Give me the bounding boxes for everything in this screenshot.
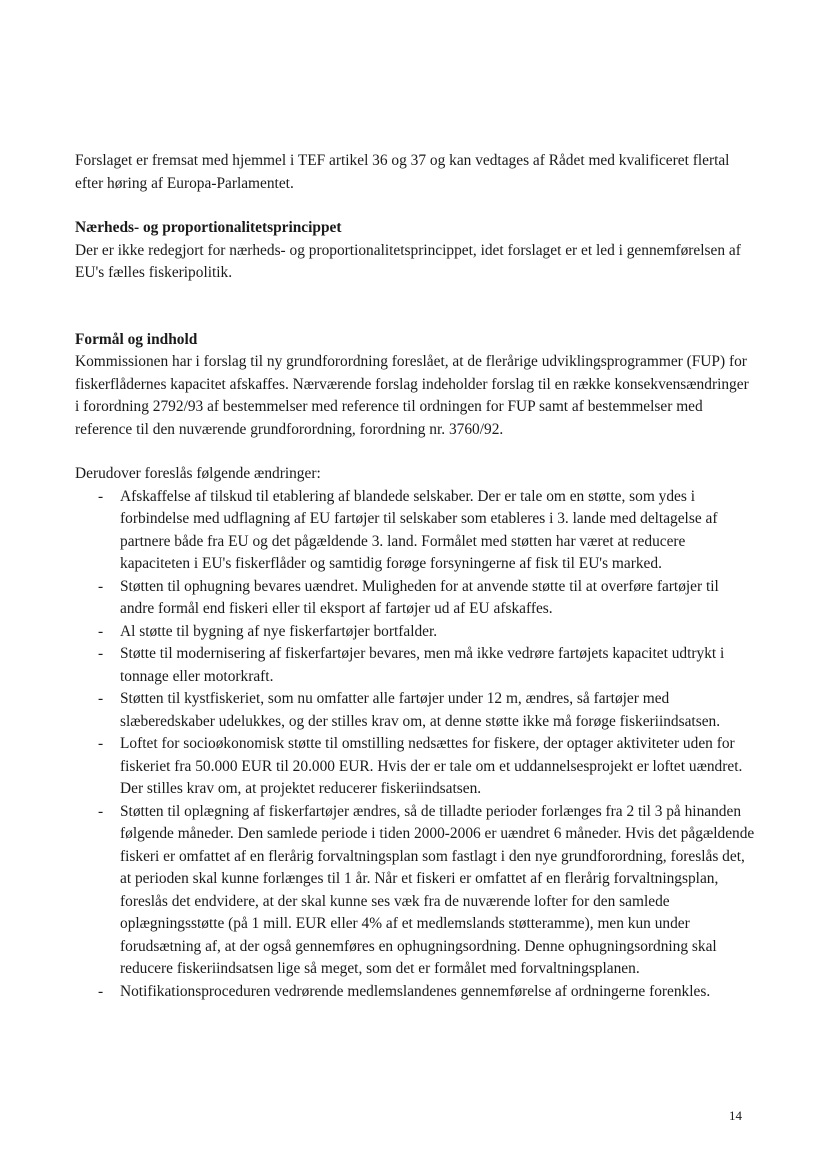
list-item-text: Støtte til modernisering af fiskerfartøjer bevares, men må ikke vedrøre fartøjets kapacitet udtrykt i tonnage eller motorkraft.	[120, 645, 725, 685]
subsidiarity-section	[75, 217, 755, 285]
list-item	[75, 643, 755, 688]
list-bullet: -	[98, 487, 104, 505]
purpose-paragraph: Kommissionen har i forslag til ny grundforordning foreslået, at de flerårige udviklingsprogrammer (FUP) for fiskerflådernes kapacitet afskaffes. Nærværende forslag indeholder forslag til en række konsekvensændringer i forordning 2792/93 af bestemmelser med reference til ordningen for FUP samt af bestemmelser med reference til den nuværende grundforordning, forordning nr. 3760/92.	[75, 353, 749, 438]
list-item-text: Støtten til ophugning bevares uændret. Muligheden for at anvende støtte til at overføre fartøjer til andre formål end fiskeri eller til eksport af fartøjer ud af EU afskaffes.	[120, 577, 719, 617]
list-item-text: Al støtte til bygning af nye fiskerfartøjer bortfalder.	[120, 622, 438, 640]
list-item-text: Notifikationsproceduren vedrørende medlemslandenes gennemførelse af ordningerne forenkles.	[120, 982, 711, 1000]
page-content	[75, 150, 755, 1003]
list-item-text: Støtten til kystfiskeriet, som nu omfatter alle fartøjer under 12 m, ændres, så fartøjer med slæberedskaber udelukkes, og der stilles krav om, at denne støtte ikke må forøge fiskeriindsatsen.	[120, 690, 721, 730]
list-bullet: -	[98, 622, 104, 640]
subsidiarity-paragraph: Der er ikke redegjort for nærheds- og proportionalitetsprincippet, idet forslaget er et led i gennemførelsen af EU's fælles fiskeripolitik.	[75, 241, 741, 281]
list-item-text: Loftet for socioøkonomisk støtte til omstilling nedsættes for fiskere, der optager aktiviteter uden for fiskeriet fra 50.000 EUR til 20.000 EUR. Hvis der er tale om et uddannelsesprojekt er loftet uændret. Der stilles krav om, at projektet reducerer fiskeriindsatsen.	[120, 735, 743, 797]
page-number: 14	[729, 1108, 742, 1123]
list-item	[75, 576, 755, 621]
list-bullet: -	[98, 645, 104, 662]
list-item	[75, 621, 755, 644]
list-item	[75, 486, 755, 576]
list-bullet: -	[98, 982, 104, 1000]
subsidiarity-heading: Nærheds- og proportionalitetsprincippet	[75, 219, 342, 236]
list-item	[75, 801, 755, 981]
list-bullet: -	[98, 802, 104, 820]
list-item-text: Støtten til oplægning af fiskerfartøjer ændres, så de tilladte perioder forlænges fra 2 til 3 på hinanden følgende måneder. Den samlede periode i tiden 2000-2006 er uændret 6 måneder. Hvis det pågældende fiskeri er omfattet af en flerårig forvaltningsplan som fastlagt i den nye grundforordning, foreslås det, at perioden skal kunne forlænges til 1 år. Når et fiskeri er omfattet af en flerårig forvaltningsplan, foreslås det endvidere, at der skal kunne ses væk fra de nuværende lofter for den samlede oplægningsstøtte (på 1 mill. EUR eller 4% af et medlemslands støtteramme), men kun under forudsætning af, at der også gennemføres en ophugningsordning. Denne ophugningsordning skal reducere fiskeriindsatsen lige så meget, som det er formålet med forvaltningsplanen.	[120, 802, 755, 977]
list-bullet: -	[98, 735, 104, 752]
changes-list	[75, 486, 755, 1004]
list-bullet: -	[98, 577, 104, 595]
list-item	[75, 981, 755, 1004]
intro-paragraph: Forslaget er fremsat med hjemmel i TEF artikel 36 og 37 og kan vedtages af Rådet med kvalificeret flertal efter høring af Europa-Parlamentet.	[75, 152, 730, 192]
list-item	[75, 688, 755, 733]
changes-intro: Derudover foreslås følgende ændringer:	[75, 465, 321, 482]
purpose-heading: Formål og indhold	[75, 330, 198, 348]
purpose-section	[75, 329, 755, 1004]
list-bullet: -	[98, 690, 104, 707]
list-item	[75, 733, 755, 801]
list-item-text: Afskaffelse af tilskud til etablering af blandede selskaber. Der er tale om en støtte, som ydes i forbindelse med udflagning af EU fartøjer til selskaber som etableres i 3. lande med deltagelse af partnere både fra EU og det pågældende 3. land. Formålet med støtten har været at reducere kapaciteten i EU's fiskerflåder og samtidig forøge forsyningerne af fisk til EU's marked.	[120, 487, 718, 572]
